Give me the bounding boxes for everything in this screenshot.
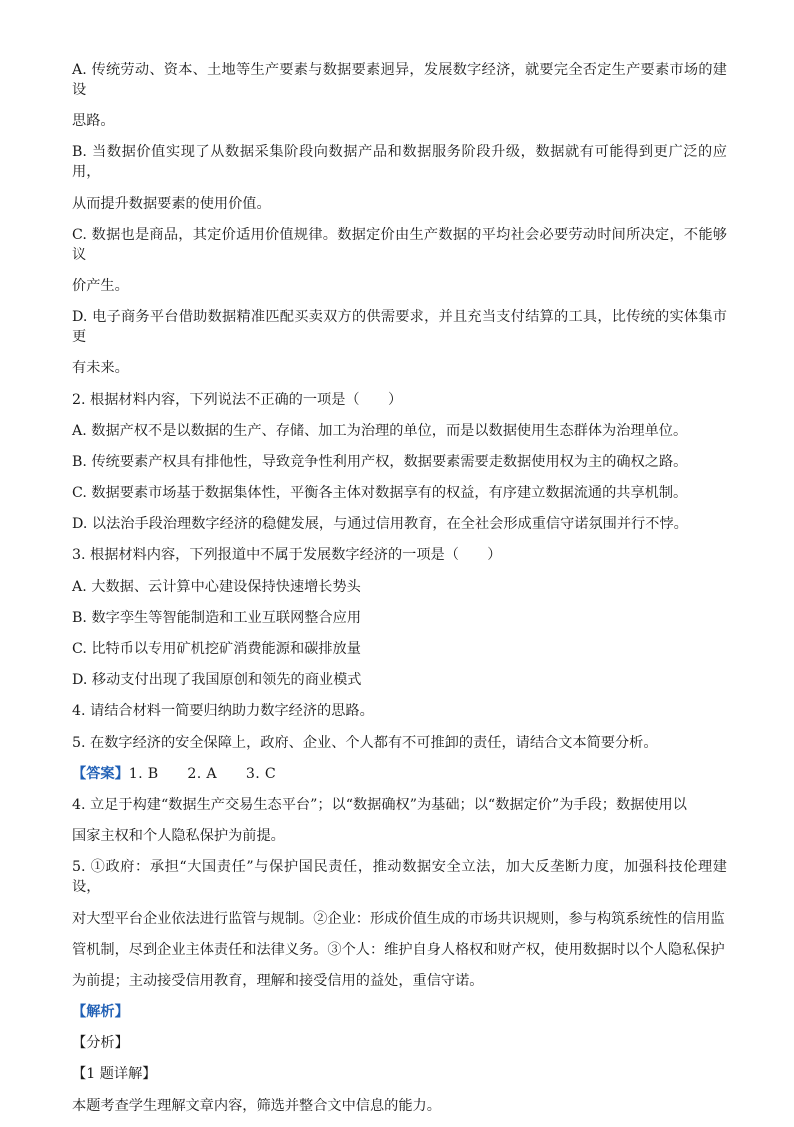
option-1a-line-1: A. 传统劳动、资本、土地等生产要素与数据要素迥异，发展数字经济，就要完全否定生产要素市场的建设 — [72, 62, 727, 98]
option-2a: A. 数据产权不是以数据的生产、存储、加工为治理的单位，而是以数据使用生态群体为治理单位。 — [72, 422, 688, 439]
question-3: 3. 根据材料内容，下列报道中不属于发展数字经济的一项是（ ） — [72, 547, 502, 564]
question-2: 2. 根据材料内容，下列说法不正确的一项是（ ） — [72, 391, 403, 408]
option-1d-line-1: D. 电子商务平台借助数据精准匹配买卖双方的供需要求，并且充当支付结算的工具，比传统的实体集市更 — [72, 309, 727, 346]
answer-row — [72, 764, 727, 784]
answer-5-line-1: 5. ①政府：承担“大国责任”与保护国民责任，推动数据安全立法，加大反垄断力度，加强科技伦理建设， — [72, 859, 727, 896]
analysis-label: 【解析】 — [72, 1004, 129, 1021]
option-3a: A. 大数据、云计算中心建设保持快速增长势头 — [72, 578, 361, 595]
answer-values: 1. B 2. A 3. C — [128, 765, 276, 782]
option-2b: B. 传统要素产权具有排他性，导致竞争性利用产权，数据要素需要走数据使用权为主的确权之路。 — [72, 453, 688, 470]
answer-5-line-4: 为前提；主动接受信用教育，理解和接受信用的益处，重信守诺。 — [72, 972, 484, 989]
option-3b: B. 数字孪生等智能制造和工业互联网整合应用 — [72, 609, 362, 626]
option-2c: C. 数据要素市场基于数据集体性，平衡各主体对数据享有的权益，有序建立数据流通的共享机制。 — [72, 485, 688, 502]
answer-5-line-3: 管机制，尽到企业主体责任和法律义务。③个人：维护自身人格权和财产权，使用数据时以个人隐私保护 — [72, 941, 725, 958]
option-2d: D. 以法治手段治理数字经济的稳健发展，与通过信用教育，在全社会形成重信守诺氛围并行不悖。 — [72, 516, 688, 533]
option-3c: C. 比特币以专用矿机挖矿消费能源和碳排放量 — [72, 641, 361, 657]
answer-5-line-2: 对大型平台企业依法进行监管与规制。②企业：形成价值生成的市场共识规则，参与构筑系统性的信用监 — [72, 910, 725, 927]
detail-label: 【1 题详解】 — [72, 1066, 157, 1083]
option-1b-line-2: 从而提升数据要素的使用价值。 — [72, 195, 271, 212]
answer-4-line-2: 国家主权和个人隐私保护为前提。 — [72, 828, 285, 845]
question-5: 5. 在数字经济的安全保障上，政府、企业、个人都有不可推卸的责任，请结合文本简要分析。 — [72, 734, 658, 751]
answer-4-line-1: 4. 立足于构建“数据生产交易生态平台”；以“数据确权”为基础；以“数据定价”为手段；数据使用以 — [72, 796, 687, 813]
option-3d: D. 移动支付出现了我国原创和领先的商业模式 — [72, 672, 362, 689]
document-page — [72, 60, 727, 1127]
question-4: 4. 请结合材料一简要归纳助力数字经济的思路。 — [72, 703, 374, 720]
answer-label: 【答案】 — [72, 765, 129, 782]
option-1a-line-2: 思路。 — [72, 113, 115, 130]
detail-text: 本题考查学生理解文章内容，筛选并整合文中信息的能力。 — [72, 1097, 441, 1114]
option-1c-line-1: C. 数据也是商品，其定价适用价值规律。数据定价由生产数据的平均社会必要劳动时间所决定，不能够议 — [72, 226, 727, 263]
fenxi-label: 【分析】 — [72, 1035, 129, 1052]
option-1c-line-2: 价产生。 — [72, 277, 129, 294]
option-1d-line-2: 有未来。 — [72, 360, 129, 377]
option-1b-line-1: B. 当数据价值实现了从数据采集阶段向数据产品和数据服务阶段升级，数据就有可能得到更广泛的应用， — [72, 144, 727, 181]
